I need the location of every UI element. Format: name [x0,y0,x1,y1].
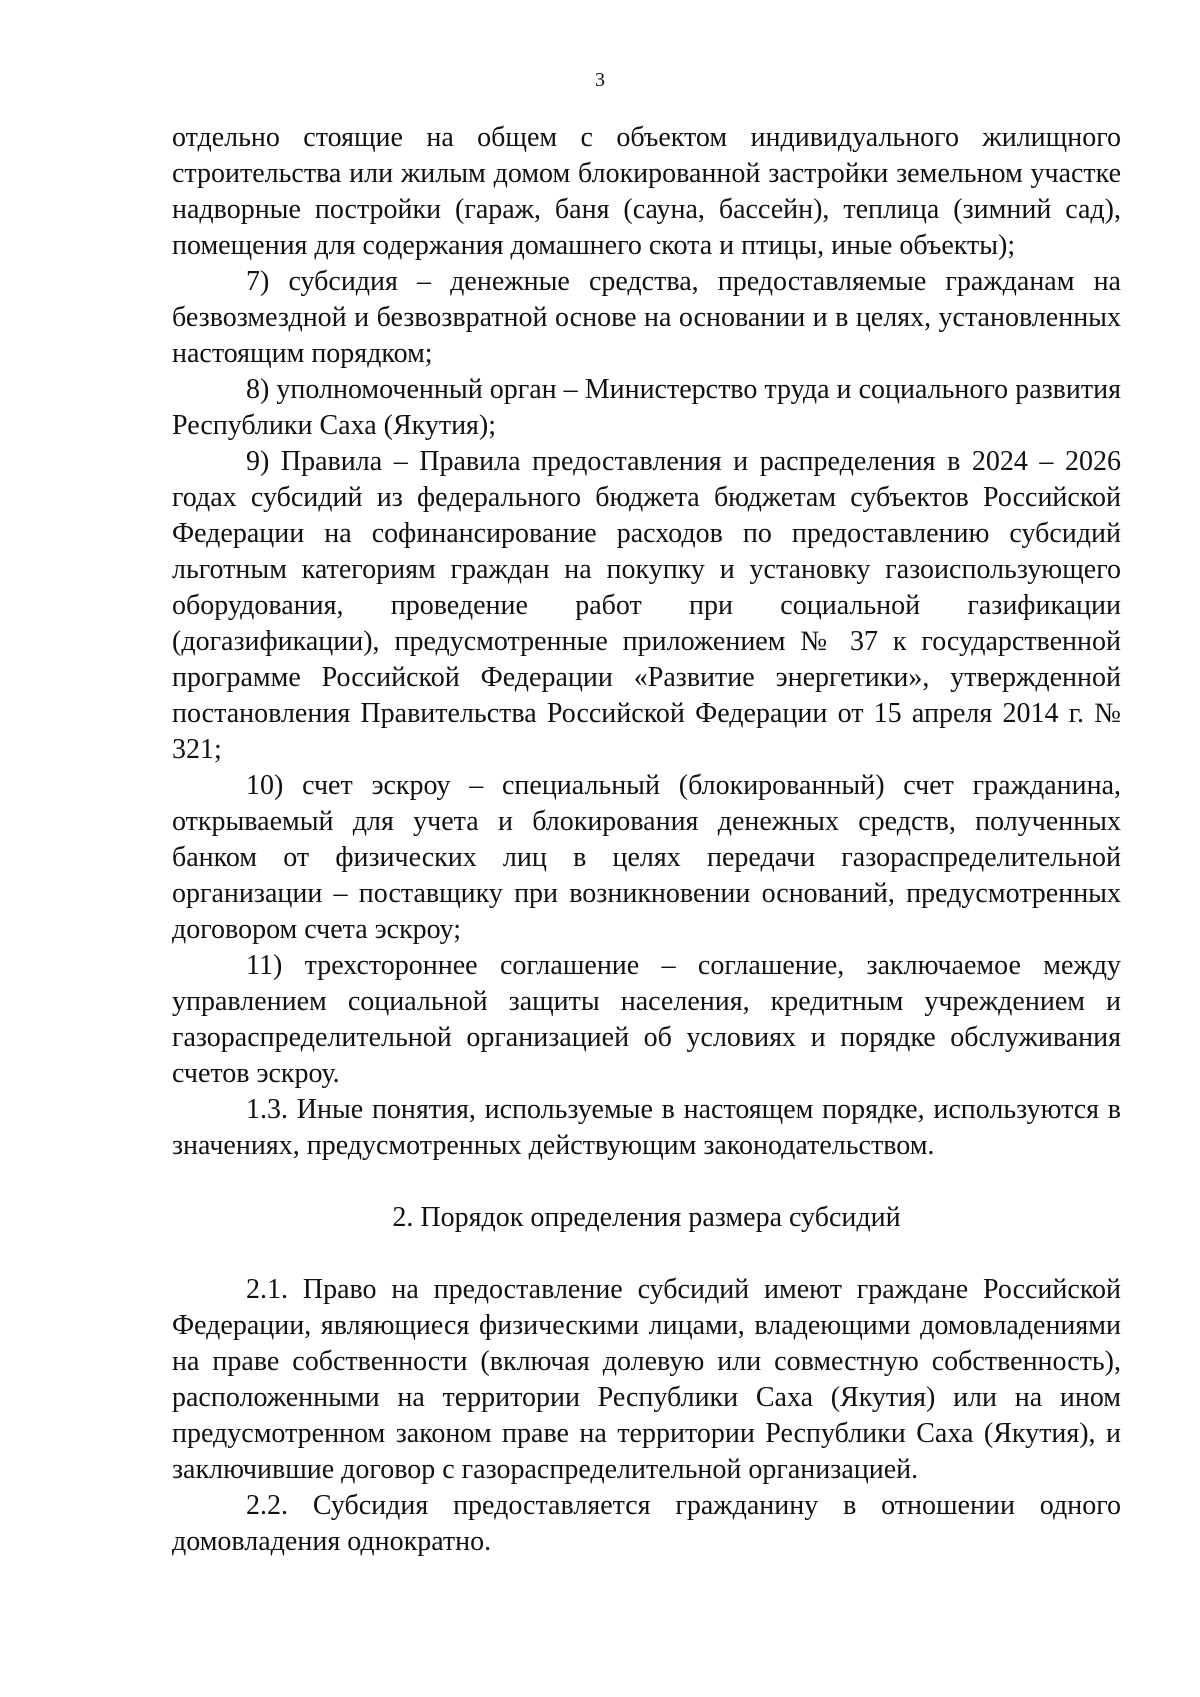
paragraph-item-9: 9) Правила – Правила предоставления и распределения в 2024 – 2026 годах субсидий из федерального бюджета бюджетам субъектов Российской Федерации на софинансирование расходов по предоставлению субсидий льготным категориям граждан на покупку и установку газоиспользующего оборудования, проведение работ при социальной газификации (догазификации), предусмотренные приложением № 37 к государственной программе Российской Федерации «Развитие энергетики», утвержденной постановления Правительства Российской Федерации от 15 апреля 2014 г. № 321; [172,446,1121,765]
paragraph-2-1: 2.1. Право на предоставление субсидий имеют граждане Российской Федерации, являющиеся физическими лицами, владеющими домовладениями на праве собственности (включая долевую или совместную собственность), расположенными на территории Республики Саха (Якутия) или на ином предусмотренном законом праве на территории Республики Саха (Якутия), и заключившие договор с газораспределительной организацией. [172,1274,1121,1485]
paragraph-item-8: 8) уполномоченный орган – Министерство труда и социального развития Республики Саха (Якутия); [172,374,1121,441]
paragraph-continuation: отдельно стоящие на общем с объектом индивидуального жилищного строительства или жилым домом блокированной застройки земельном участке надворные постройки (гараж, баня (сауна, бассейн), теплица (зимний сад), помещения для содержания домашнего скота и птицы, иные объекты); [172,122,1121,261]
paragraph-item-7: 7) субсидия – денежные средства, предоставляемые гражданам на безвозмездной и безвозвратной основе на основании и в целях, установленных настоящим порядком; [172,266,1121,369]
section-heading: 2. Порядок определения размера субсидий [392,1202,901,1233]
paragraph-1-3: 1.3. Иные понятия, используемые в настоящем порядке, используются в значениях, предусмотренных действующим законодательством. [172,1094,1121,1161]
paragraph-2-2: 2.2. Субсидия предоставляется гражданину в отношении одного домовладения однократно. [172,1490,1121,1557]
paragraph-item-10: 10) счет эскроу – специальный (блокированный) счет гражданина, открываемый для учета и блокирования денежных средств, полученных банком от физических лиц в целях передачи газораспределительной организации – поставщику при возникновении оснований, предусмотренных договором счета эскроу; [172,770,1121,945]
paragraph-item-11: 11) трехстороннее соглашение – соглашение, заключаемое между управлением социальной защиты населения, кредитным учреждением и газораспределительной организацией об условиях и порядке обслуживания счетов эскроу. [172,950,1121,1089]
page-number: 3 [595,69,605,91]
document-body [172,120,1121,1560]
